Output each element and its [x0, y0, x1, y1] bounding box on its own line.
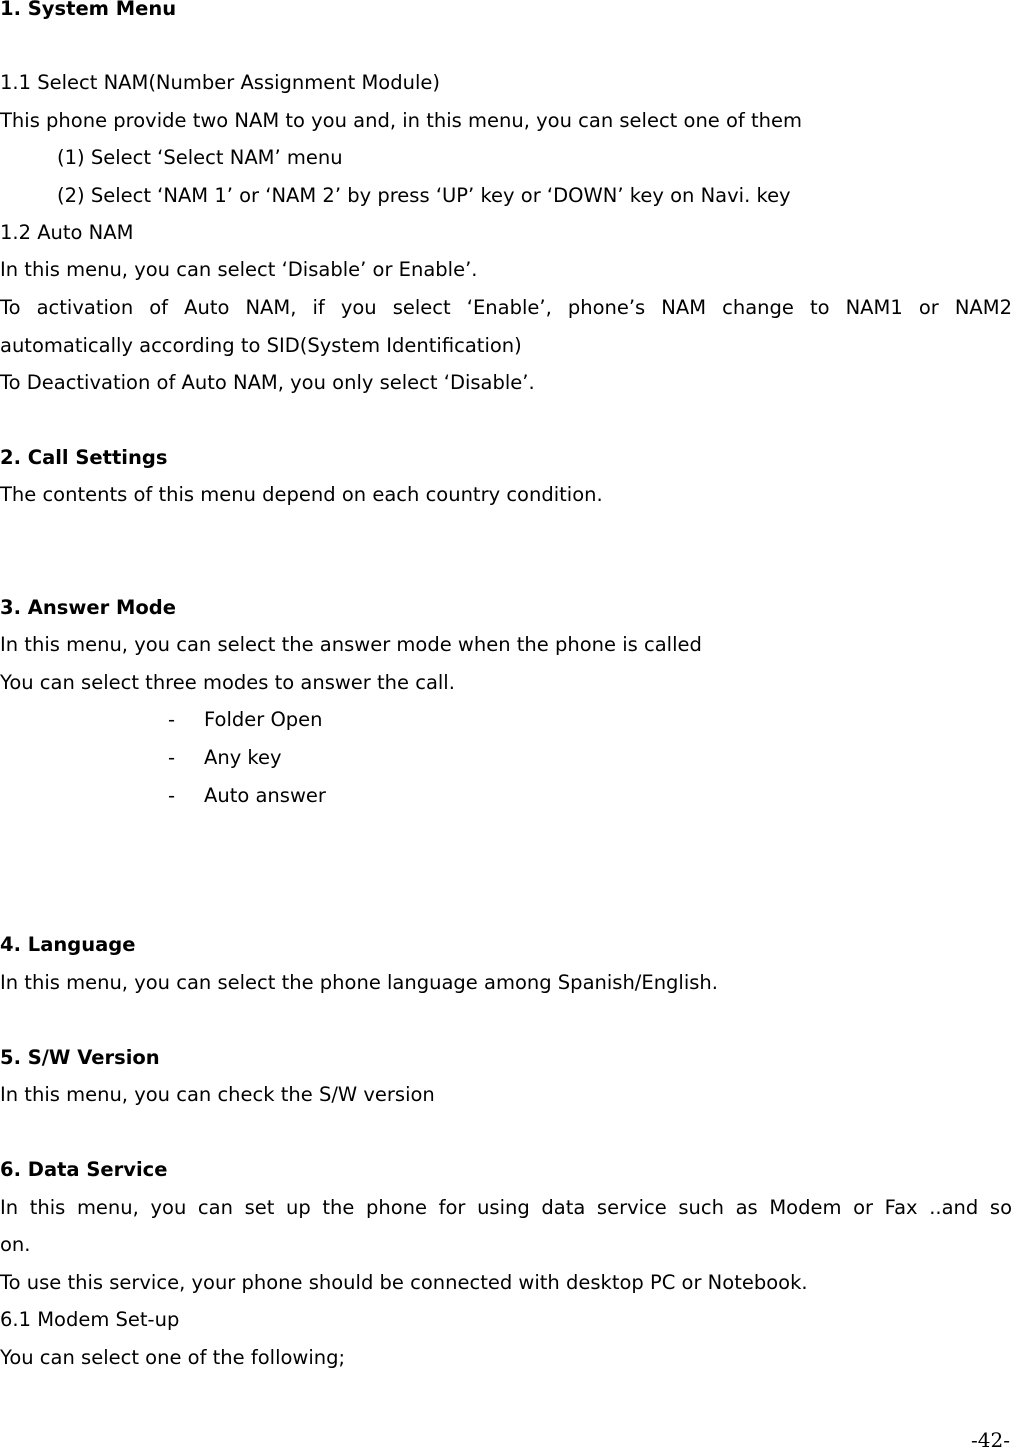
paragraph: This phone provide two NAM to you and, in this menu, you can select one of them: [0, 109, 802, 132]
paragraph: In this menu, you can set up the phone for using data service such as Modem or Fax ..and so: [0, 1196, 1012, 1219]
paragraph: To use this service, your phone should be connected with desktop PC or Notebook.: [0, 1271, 808, 1294]
paragraph: You can select three modes to answer the call.: [0, 671, 455, 694]
step-item: (2) Select ‘NAM 1’ or ‘NAM 2’ by press ‘UP’ key or ‘DOWN’ key on Navi. key: [57, 184, 791, 207]
section-heading-data-service: 6. Data Service: [0, 1158, 168, 1181]
step-item: (1) Select ‘Select NAM’ menu: [57, 146, 343, 169]
paragraph: To Deactivation of Auto NAM, you only select ‘Disable’.: [0, 371, 535, 394]
paragraph: You can select one of the following;: [0, 1346, 346, 1369]
bullet-dash: -: [168, 708, 176, 731]
list-item-label: Auto answer: [204, 784, 326, 807]
paragraph: In this menu, you can select ‘Disable’ or Enable’.: [0, 258, 478, 281]
subsection-title-modem-setup: 6.1 Modem Set-up: [0, 1308, 180, 1331]
list-item-label: Any key: [204, 746, 282, 769]
subsection-title-select-nam: 1.1 Select NAM(Number Assignment Module): [0, 71, 440, 94]
paragraph: To activation of Auto NAM, if you select ‘Enable’, phone’s NAM change to NAM1 or NAM2: [0, 296, 1012, 319]
section-heading-sw-version: 5. S/W Version: [0, 1046, 160, 1069]
paragraph: automatically according to SID(System Identification): [0, 334, 522, 357]
list-item: [168, 784, 326, 808]
paragraph: In this menu, you can select the phone language among Spanish/English.: [0, 971, 718, 994]
section-heading-system-menu: 1. System Menu: [0, 0, 177, 20]
section-heading-call-settings: 2. Call Settings: [0, 446, 168, 469]
paragraph: In this menu, you can check the S/W version: [0, 1083, 435, 1106]
paragraph: The contents of this menu depend on each country condition.: [0, 483, 603, 506]
page-number: -42-: [971, 1428, 1010, 1452]
section-heading-answer-mode: 3. Answer Mode: [0, 596, 176, 619]
paragraph: In this menu, you can select the answer mode when the phone is called: [0, 633, 702, 656]
list-item-label: Folder Open: [204, 708, 323, 731]
bullet-dash: -: [168, 784, 176, 807]
list-item: [168, 746, 282, 770]
section-heading-language: 4. Language: [0, 933, 136, 956]
list-item: [168, 708, 323, 732]
paragraph: on.: [0, 1233, 31, 1256]
subsection-title-auto-nam: 1.2 Auto NAM: [0, 221, 134, 244]
bullet-dash: -: [168, 746, 176, 769]
